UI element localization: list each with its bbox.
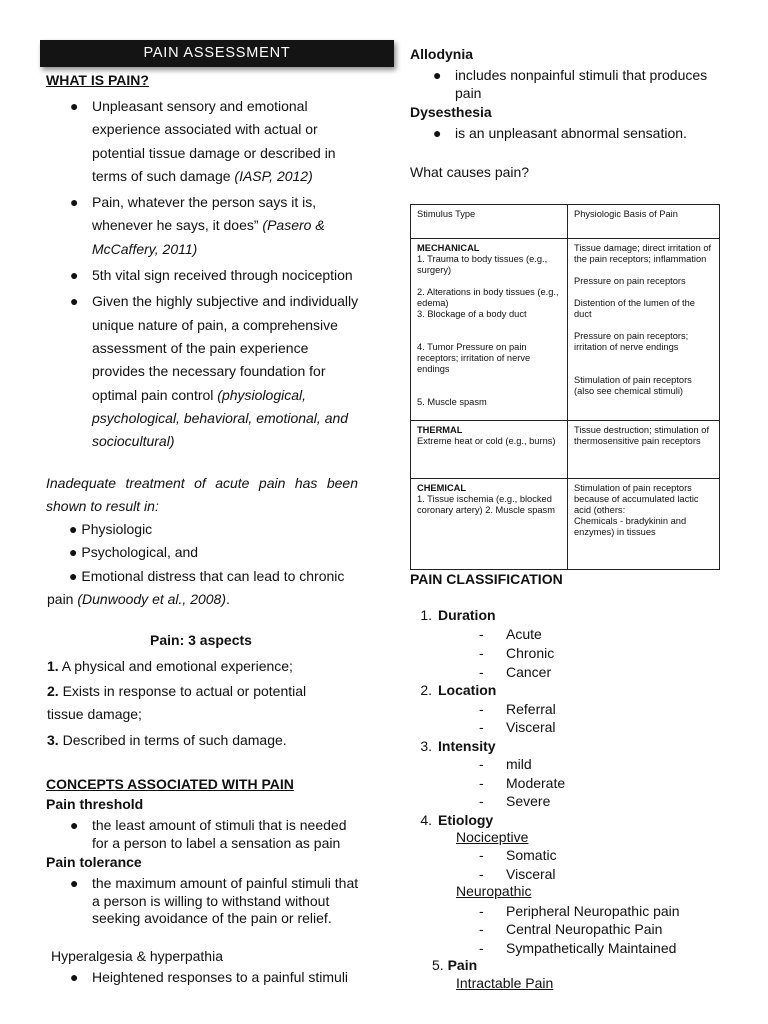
item-label: Etiology bbox=[438, 812, 494, 828]
aspect-number: 3. bbox=[47, 732, 59, 748]
cell-text: 4. Tumor Pressure on pain receptors; irritation of nerve endings bbox=[417, 342, 531, 374]
list-item bbox=[46, 191, 364, 261]
threshold-list bbox=[46, 817, 360, 852]
list-item bbox=[46, 817, 360, 852]
bullet-text: Heightened responses to a painful stimuli bbox=[92, 969, 349, 985]
aspect-number: 1. bbox=[47, 658, 59, 674]
sub-item-text: Severe bbox=[506, 793, 551, 809]
cell-text: 5. Muscle spasm bbox=[417, 397, 487, 407]
list-item bbox=[46, 95, 364, 188]
stimulus-type: THERMAL bbox=[417, 425, 463, 435]
bullet-icon: ● bbox=[70, 969, 79, 985]
pain-threshold-label: Pain threshold bbox=[46, 796, 144, 812]
hyper-list bbox=[46, 969, 366, 987]
item-number: 4. bbox=[420, 812, 432, 828]
dysesthesia-label: Dysesthesia bbox=[410, 104, 492, 120]
bullet-icon: ● bbox=[70, 817, 79, 833]
bullet-icon: ● bbox=[70, 194, 79, 211]
pain-classification-heading: PAIN CLASSIFICATION bbox=[410, 571, 563, 587]
bullet-text: is an unpleasant abnormal sensation. bbox=[455, 125, 687, 141]
pain-causes-table bbox=[410, 204, 720, 570]
item-text: Psychological, and bbox=[81, 544, 199, 560]
item-label: Duration bbox=[438, 607, 496, 623]
cell-text: 1. Trauma to body tissues (e.g., surgery) bbox=[417, 254, 548, 275]
tolerance-list bbox=[46, 875, 360, 928]
intractable-pain-label: Intractable Pain bbox=[456, 975, 554, 991]
bullet-text: the maximum amount of painful stimuli that a person is willing to withstand without seeking avoidance of the pain or relief. bbox=[92, 875, 359, 926]
citation: (IASP, 2012) bbox=[234, 167, 313, 184]
item-number: 5. bbox=[432, 957, 444, 973]
stimulus-type: CHEMICAL bbox=[417, 483, 467, 493]
sub-item-text: Somatic bbox=[506, 847, 557, 863]
cell-text: Chemicals - bradykinin and enzymes) in tissues bbox=[574, 516, 687, 537]
list-item bbox=[46, 969, 366, 987]
bullet-icon: ● bbox=[70, 98, 79, 114]
item-text: Emotional distress that can lead to chronic bbox=[81, 568, 345, 584]
bullet-icon: ● bbox=[70, 875, 79, 891]
what-is-pain-list bbox=[46, 95, 364, 453]
bullet-text: the least amount of stimuli that is needed for a person to label a sensation as pain bbox=[92, 817, 347, 851]
bullet-icon: ● bbox=[70, 293, 79, 310]
inadequate-item: ● Psychological, and bbox=[69, 544, 199, 560]
page-title-banner bbox=[40, 40, 394, 67]
citation: (Pasero & McCaffery, 2011) bbox=[92, 217, 325, 257]
classification-item bbox=[410, 812, 493, 828]
cell-text: 3. Blockage of a body duct bbox=[417, 309, 527, 319]
bullet-text: Pain, whatever the person says it is, whenever he says, it does” bbox=[92, 194, 317, 234]
table-cell bbox=[411, 421, 568, 479]
concepts-heading: CONCEPTS ASSOCIATED WITH PAIN bbox=[46, 776, 294, 792]
cell-text: Extreme heat or cold (e.g., burns) bbox=[417, 436, 556, 446]
item-text: pain bbox=[47, 591, 78, 607]
hyper-label: Hyperalgesia & hyperpathia bbox=[51, 948, 223, 964]
cell-text: Stimulation of pain receptors (also see chemical stimuli) bbox=[574, 375, 692, 396]
inadequate-item-cont bbox=[47, 591, 230, 607]
sub-item-text: Peripheral Neuropathic pain bbox=[506, 903, 680, 919]
aspect-item-cont: tissue damage; bbox=[47, 706, 142, 722]
nociceptive-label: Nociceptive bbox=[456, 829, 529, 845]
sub-item-text: Visceral bbox=[506, 719, 556, 735]
table-cell: Tissue destruction; stimulation of thermosensitive pain receptors bbox=[568, 421, 720, 479]
cell-text: Pressure on pain receptors; irritation of nerve endings bbox=[574, 331, 689, 352]
sub-item-text: Visceral bbox=[506, 866, 556, 882]
sub-item-text: mild bbox=[506, 756, 532, 772]
item-text: Physiologic bbox=[81, 521, 153, 537]
sub-item-text: Chronic bbox=[506, 645, 555, 661]
table-cell bbox=[568, 239, 720, 421]
bullet-text: Unpleasant sensory and emotional experience associated with actual or potential tissue damage or described in terms of such damage bbox=[92, 98, 336, 184]
sub-item-text: Cancer bbox=[506, 664, 552, 680]
sub-item-text: Moderate bbox=[506, 775, 566, 791]
page-title: PAIN ASSESSMENT bbox=[143, 45, 291, 61]
bullet-icon: ● bbox=[70, 267, 79, 284]
item-label: Pain bbox=[447, 957, 478, 973]
table-row bbox=[411, 239, 720, 421]
table-header-cell: Stimulus Type bbox=[411, 205, 568, 239]
table-header-cell: Physiologic Basis of Pain bbox=[568, 205, 720, 239]
bullet-text: 5th vital sign received through nociception bbox=[92, 267, 353, 284]
cell-text: 1. Tissue ischemia (e.g., blocked coronary artery) 2. Muscle spasm bbox=[417, 494, 555, 515]
item-number: 2. bbox=[420, 682, 432, 698]
dysesthesia-list bbox=[409, 125, 729, 143]
aspects-heading: Pain: 3 aspects bbox=[150, 632, 252, 648]
aspect-text: A physical and emotional experience; bbox=[58, 658, 293, 674]
inadequate-item: ● Physiologic bbox=[69, 521, 153, 537]
classification-item bbox=[410, 607, 496, 623]
sub-item-text: Acute bbox=[506, 626, 542, 642]
cell-text: Distention of the lumen of the duct bbox=[574, 298, 695, 319]
classification-item bbox=[410, 682, 496, 698]
aspect-item bbox=[47, 683, 306, 699]
aspect-item bbox=[47, 732, 287, 748]
inadequate-item: ● Emotional distress that can lead to chronic bbox=[69, 568, 345, 584]
bullet-icon: ● bbox=[433, 67, 442, 83]
classification-item bbox=[432, 957, 477, 973]
list-item bbox=[409, 125, 729, 143]
aspect-item bbox=[47, 658, 293, 674]
bullet-icon: ● bbox=[433, 125, 442, 141]
item-label: Intensity bbox=[438, 738, 496, 754]
cell-text: Pressure on pain receptors bbox=[574, 276, 686, 286]
table-row bbox=[411, 479, 720, 570]
inadequate-intro: Inadequate treatment of acute pain has been shown to result in: bbox=[46, 475, 358, 515]
table-cell bbox=[411, 479, 568, 570]
classification-item bbox=[410, 738, 496, 754]
cell-text: Tissue damage; direct irritation of the pain receptors; inflammation bbox=[574, 243, 712, 264]
stimulus-type: MECHANICAL bbox=[417, 243, 480, 253]
pain-tolerance-label: Pain tolerance bbox=[46, 854, 142, 870]
item-number: 1. bbox=[420, 607, 432, 623]
table-cell bbox=[568, 479, 720, 570]
aspect-text: Described in terms of such damage. bbox=[58, 732, 287, 748]
neuropathic-label: Neuropathic bbox=[456, 883, 532, 899]
aspect-number: 2. bbox=[47, 683, 59, 699]
table-row bbox=[411, 421, 720, 479]
list-item bbox=[46, 264, 364, 287]
cell-text: 2. Alterations in body tissues (e.g., edema) bbox=[417, 287, 559, 308]
aspect-text: Exists in response to actual or potential bbox=[58, 683, 307, 699]
causes-question: What causes pain? bbox=[410, 164, 530, 180]
table-cell bbox=[411, 239, 568, 421]
citation: (Dunwoody et al., 2008) bbox=[77, 591, 226, 607]
cell-text: Stimulation of pain receptors because of accumulated lactic acid (others: bbox=[574, 483, 699, 515]
citation: (physiological, psychological, behavioral, emotional, and sociocultural) bbox=[92, 386, 349, 450]
allodynia-label: Allodynia bbox=[410, 46, 474, 62]
item-number: 3. bbox=[420, 738, 432, 754]
list-item bbox=[46, 875, 360, 928]
table-header-row bbox=[411, 205, 720, 239]
bullet-text: includes nonpainful stimuli that produces pain bbox=[455, 67, 708, 101]
sub-item-text: Referral bbox=[506, 701, 556, 717]
bullet-text: Given the highly subjective and individually unique nature of pain, a comprehensive assessment of the pain experience provides the necessary foundation for optimal pain control bbox=[92, 293, 359, 403]
what-is-pain-heading: WHAT IS PAIN? bbox=[46, 72, 149, 88]
allodynia-list bbox=[409, 67, 721, 102]
item-text: . bbox=[226, 591, 230, 607]
list-item bbox=[46, 290, 364, 453]
sub-item-text: Central Neuropathic Pain bbox=[506, 921, 663, 937]
sub-item-text: Sympathetically Maintained bbox=[506, 940, 677, 956]
list-item bbox=[409, 67, 721, 102]
item-label: Location bbox=[438, 682, 497, 698]
